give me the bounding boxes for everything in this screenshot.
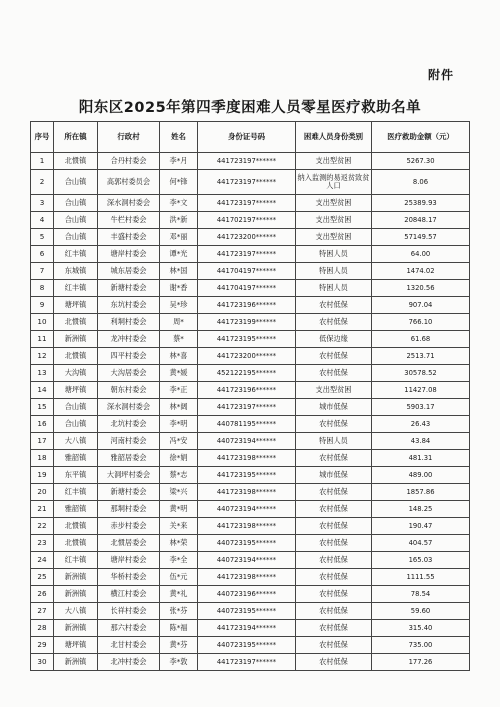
cell-village: 高郭村委员会 [98, 170, 160, 195]
cell-seq: 2 [31, 170, 54, 195]
table-row [31, 637, 470, 654]
cell-seq: 24 [31, 552, 54, 569]
cell-village: 那垌村委会 [98, 501, 160, 518]
cell-category: 支出型贫困 [296, 212, 372, 229]
cell-name: 周* [160, 314, 198, 331]
cell-amount: 177.26 [372, 654, 470, 671]
cell-name: 黄*礼 [160, 586, 198, 603]
table-row [31, 518, 470, 535]
cell-id-number: 441704197****** [198, 263, 296, 280]
header-amount: 医疗救助金额（元） [372, 122, 470, 153]
cell-category: 特困人员 [296, 263, 372, 280]
document-title: 阳东区2025年第四季度困难人员零星医疗救助名单 [78, 100, 422, 116]
table-row [31, 535, 470, 552]
cell-village: 深水洞村委会 [98, 195, 160, 212]
cell-name: 黄*明 [160, 501, 198, 518]
cell-id-number: 441723197****** [198, 246, 296, 263]
cell-category: 农村低保 [296, 416, 372, 433]
cell-town: 合山镇 [54, 416, 98, 433]
cell-category: 农村低保 [296, 654, 372, 671]
cell-id-number: 441723198****** [198, 484, 296, 501]
cell-category: 农村低保 [296, 450, 372, 467]
cell-amount: 59.60 [372, 603, 470, 620]
cell-town: 合山镇 [54, 195, 98, 212]
cell-category: 城市低保 [296, 467, 372, 484]
cell-id-number: 441723200****** [198, 229, 296, 246]
table-row [31, 501, 470, 518]
cell-name: 蔡*志 [160, 467, 198, 484]
cell-town: 红丰镇 [54, 246, 98, 263]
cell-amount: 1320.56 [372, 280, 470, 297]
cell-seq: 23 [31, 535, 54, 552]
cell-category: 农村低保 [296, 314, 372, 331]
cell-seq: 28 [31, 620, 54, 637]
cell-seq: 26 [31, 586, 54, 603]
cell-name: 林*喜 [160, 348, 198, 365]
cell-category: 农村低保 [296, 637, 372, 654]
cell-id-number: 440723194****** [198, 552, 296, 569]
cell-village: 新塘村委会 [98, 484, 160, 501]
cell-town: 新洲镇 [54, 586, 98, 603]
cell-name: 陈*福 [160, 620, 198, 637]
cell-town: 塘坪镇 [54, 637, 98, 654]
cell-amount: 735.00 [372, 637, 470, 654]
cell-town: 北惯镇 [54, 348, 98, 365]
cell-seq: 25 [31, 569, 54, 586]
table-row [31, 297, 470, 314]
cell-category: 农村低保 [296, 348, 372, 365]
cell-category: 农村低保 [296, 620, 372, 637]
cell-village: 新塘村委会 [98, 280, 160, 297]
cell-amount: 8.06 [372, 170, 470, 195]
table-row [31, 450, 470, 467]
cell-category: 纳入监测的易返贫致贫人口 [296, 170, 372, 195]
cell-town: 北惯镇 [54, 314, 98, 331]
cell-town: 新洲镇 [54, 620, 98, 637]
cell-town: 大八镇 [54, 433, 98, 450]
table-row [31, 416, 470, 433]
cell-id-number: 452122195****** [198, 365, 296, 382]
cell-amount: 315.40 [372, 620, 470, 637]
table-row [31, 484, 470, 501]
cell-id-number: 441723198****** [198, 518, 296, 535]
cell-id-number: 440781195****** [198, 416, 296, 433]
cell-town: 北惯镇 [54, 518, 98, 535]
cell-village: 河南村委会 [98, 433, 160, 450]
cell-village: 塘岸村委会 [98, 246, 160, 263]
cell-seq: 20 [31, 484, 54, 501]
cell-village: 横江村委会 [98, 586, 160, 603]
cell-seq: 21 [31, 501, 54, 518]
cell-name: 徐*娟 [160, 450, 198, 467]
cell-id-number: 440723194****** [198, 501, 296, 518]
cell-town: 北惯镇 [54, 153, 98, 170]
cell-category: 支出型贫困 [296, 153, 372, 170]
cell-seq: 30 [31, 654, 54, 671]
cell-town: 大沟镇 [54, 365, 98, 382]
cell-name: 伍*元 [160, 569, 198, 586]
cell-category: 支出型贫困 [296, 195, 372, 212]
cell-town: 塘坪镇 [54, 297, 98, 314]
cell-category: 农村低保 [296, 365, 372, 382]
cell-category: 农村低保 [296, 518, 372, 535]
cell-amount: 11427.08 [372, 382, 470, 399]
cell-name: 谢*香 [160, 280, 198, 297]
cell-village: 长祥村委会 [98, 603, 160, 620]
cell-town: 雅韶镇 [54, 501, 98, 518]
table-body [31, 153, 470, 671]
cell-amount: 766.10 [372, 314, 470, 331]
table-row [31, 603, 470, 620]
cell-seq: 14 [31, 382, 54, 399]
cell-id-number: 441723197****** [198, 654, 296, 671]
cell-village: 大洞坪村委会 [98, 467, 160, 484]
cell-town: 红丰镇 [54, 484, 98, 501]
cell-category: 农村低保 [296, 603, 372, 620]
cell-town: 塘坪镇 [54, 382, 98, 399]
cell-amount: 1111.55 [372, 569, 470, 586]
cell-village: 东坑村委会 [98, 297, 160, 314]
cell-name: 蔡* [160, 331, 198, 348]
cell-name: 黄*媛 [160, 365, 198, 382]
cell-seq: 19 [31, 467, 54, 484]
cell-name: 何*锋 [160, 170, 198, 195]
table-row [31, 263, 470, 280]
cell-amount: 165.03 [372, 552, 470, 569]
cell-town: 东城镇 [54, 263, 98, 280]
cell-seq: 7 [31, 263, 54, 280]
cell-name: 冯*安 [160, 433, 198, 450]
cell-name: 李*明 [160, 416, 198, 433]
cell-name: 李*全 [160, 552, 198, 569]
cell-name: 李*正 [160, 382, 198, 399]
cell-town: 新洲镇 [54, 654, 98, 671]
cell-village: 大沟居委会 [98, 365, 160, 382]
cell-category: 特困人员 [296, 246, 372, 263]
table-row [31, 654, 470, 671]
cell-name: 关*来 [160, 518, 198, 535]
table-row [31, 433, 470, 450]
cell-seq: 1 [31, 153, 54, 170]
cell-seq: 6 [31, 246, 54, 263]
cell-village: 深水洞村委会 [98, 399, 160, 416]
cell-seq: 10 [31, 314, 54, 331]
cell-id-number: 441723198****** [198, 450, 296, 467]
cell-amount: 78.54 [372, 586, 470, 603]
aid-roster-table [30, 121, 470, 671]
cell-id-number: 441723197****** [198, 195, 296, 212]
cell-category: 城市低保 [296, 399, 372, 416]
cell-category: 特困人员 [296, 280, 372, 297]
cell-category: 农村低保 [296, 569, 372, 586]
header-town: 所在镇 [54, 122, 98, 153]
cell-town: 红丰镇 [54, 552, 98, 569]
cell-name: 林*荣 [160, 535, 198, 552]
cell-id-number: 441723198****** [198, 569, 296, 586]
cell-village: 丰盛村委会 [98, 229, 160, 246]
cell-id-number: 441723197****** [198, 170, 296, 195]
cell-name: 李*月 [160, 153, 198, 170]
table-row [31, 399, 470, 416]
cell-town: 新洲镇 [54, 331, 98, 348]
cell-amount: 404.57 [372, 535, 470, 552]
cell-id-number: 441723197****** [198, 153, 296, 170]
cell-village: 北甘村委会 [98, 637, 160, 654]
cell-amount: 20848.17 [372, 212, 470, 229]
cell-town: 合山镇 [54, 399, 98, 416]
cell-id-number: 441723197****** [198, 399, 296, 416]
cell-amount: 481.31 [372, 450, 470, 467]
table-row [31, 212, 470, 229]
cell-seq: 12 [31, 348, 54, 365]
cell-seq: 27 [31, 603, 54, 620]
cell-name: 黄*芬 [160, 637, 198, 654]
cell-id-number: 440723195****** [198, 637, 296, 654]
cell-amount: 64.00 [372, 246, 470, 263]
cell-amount: 148.25 [372, 501, 470, 518]
cell-village: 牛栏村委会 [98, 212, 160, 229]
cell-village: 华桥村委会 [98, 569, 160, 586]
header-name: 姓名 [160, 122, 198, 153]
cell-seq: 29 [31, 637, 54, 654]
header-id-number: 身份证号码 [198, 122, 296, 153]
annex-label: 附件 [428, 68, 455, 82]
table-header-row [31, 122, 470, 153]
cell-id-number: 441702197****** [198, 212, 296, 229]
cell-id-number: 440723195****** [198, 535, 296, 552]
cell-village: 四平村委会 [98, 348, 160, 365]
cell-category: 农村低保 [296, 297, 372, 314]
table-row [31, 467, 470, 484]
cell-amount: 907.04 [372, 297, 470, 314]
cell-village: 利垌村委会 [98, 314, 160, 331]
cell-town: 合山镇 [54, 170, 98, 195]
table-row [31, 195, 470, 212]
cell-village: 那六村委会 [98, 620, 160, 637]
cell-village: 朝东村委会 [98, 382, 160, 399]
table-row [31, 348, 470, 365]
cell-category: 支出型贫困 [296, 229, 372, 246]
cell-amount: 61.68 [372, 331, 470, 348]
cell-name: 李*文 [160, 195, 198, 212]
cell-seq: 3 [31, 195, 54, 212]
cell-seq: 11 [31, 331, 54, 348]
header-seq: 序号 [31, 122, 54, 153]
header-village: 行政村 [98, 122, 160, 153]
cell-id-number: 441723199****** [198, 314, 296, 331]
table-row [31, 153, 470, 170]
cell-id-number: 441723196****** [198, 382, 296, 399]
cell-amount: 57149.57 [372, 229, 470, 246]
cell-town: 北惯镇 [54, 535, 98, 552]
cell-amount: 30578.52 [372, 365, 470, 382]
cell-seq: 17 [31, 433, 54, 450]
cell-amount: 2513.71 [372, 348, 470, 365]
table-row [31, 246, 470, 263]
cell-id-number: 441723200****** [198, 348, 296, 365]
cell-name: 林*国 [160, 263, 198, 280]
cell-amount: 190.47 [372, 518, 470, 535]
cell-amount: 43.84 [372, 433, 470, 450]
cell-town: 新洲镇 [54, 569, 98, 586]
cell-town: 东平镇 [54, 467, 98, 484]
cell-name: 谭*光 [160, 246, 198, 263]
cell-name: 林*阔 [160, 399, 198, 416]
cell-seq: 9 [31, 297, 54, 314]
table-row [31, 552, 470, 569]
cell-village: 城东居委会 [98, 263, 160, 280]
cell-seq: 4 [31, 212, 54, 229]
cell-seq: 18 [31, 450, 54, 467]
cell-village: 合丹村委会 [98, 153, 160, 170]
cell-amount: 1857.86 [372, 484, 470, 501]
cell-village: 北坑村委会 [98, 416, 160, 433]
cell-name: 洪*新 [160, 212, 198, 229]
cell-category: 农村低保 [296, 552, 372, 569]
cell-village: 塘岸村委会 [98, 552, 160, 569]
table-row [31, 170, 470, 195]
cell-amount: 1474.02 [372, 263, 470, 280]
cell-category: 农村低保 [296, 501, 372, 518]
cell-town: 红丰镇 [54, 280, 98, 297]
cell-id-number: 441723196****** [198, 297, 296, 314]
table-row [31, 331, 470, 348]
table-row [31, 586, 470, 603]
cell-name: 邓*丽 [160, 229, 198, 246]
cell-village: 北惯居委会 [98, 535, 160, 552]
cell-name: 李*敦 [160, 654, 198, 671]
table-row [31, 280, 470, 297]
cell-name: 吴*珍 [160, 297, 198, 314]
cell-name: 梁*兴 [160, 484, 198, 501]
cell-amount: 5267.30 [372, 153, 470, 170]
cell-seq: 15 [31, 399, 54, 416]
table-row [31, 229, 470, 246]
cell-town: 合山镇 [54, 212, 98, 229]
cell-seq: 16 [31, 416, 54, 433]
cell-id-number: 440723194****** [198, 433, 296, 450]
header-category: 困难人员身份类别 [296, 122, 372, 153]
cell-id-number: 441723195****** [198, 331, 296, 348]
cell-category: 特困人员 [296, 433, 372, 450]
cell-seq: 22 [31, 518, 54, 535]
cell-seq: 13 [31, 365, 54, 382]
cell-id-number: 441723194****** [198, 620, 296, 637]
cell-town: 大八镇 [54, 603, 98, 620]
cell-id-number: 440723195****** [198, 603, 296, 620]
cell-category: 农村低保 [296, 484, 372, 501]
cell-category: 支出型贫困 [296, 382, 372, 399]
cell-village: 赤步村委会 [98, 518, 160, 535]
cell-amount: 5903.17 [372, 399, 470, 416]
cell-category: 农村低保 [296, 535, 372, 552]
table-row [31, 569, 470, 586]
cell-name: 张*芬 [160, 603, 198, 620]
cell-seq: 8 [31, 280, 54, 297]
cell-town: 雅韶镇 [54, 450, 98, 467]
cell-id-number: 441723195****** [198, 467, 296, 484]
table-row [31, 365, 470, 382]
cell-village: 雅韶居委会 [98, 450, 160, 467]
cell-id-number: 440723196****** [198, 586, 296, 603]
cell-seq: 5 [31, 229, 54, 246]
cell-town: 合山镇 [54, 229, 98, 246]
cell-category: 农村低保 [296, 586, 372, 603]
table-row [31, 382, 470, 399]
table-row [31, 620, 470, 637]
cell-amount: 26.43 [372, 416, 470, 433]
cell-amount: 25389.93 [372, 195, 470, 212]
cell-category: 低保边缘 [296, 331, 372, 348]
cell-village: 北冲村委会 [98, 654, 160, 671]
table-row [31, 314, 470, 331]
cell-village: 龙冲村委会 [98, 331, 160, 348]
cell-amount: 489.00 [372, 467, 470, 484]
cell-id-number: 441704197****** [198, 280, 296, 297]
